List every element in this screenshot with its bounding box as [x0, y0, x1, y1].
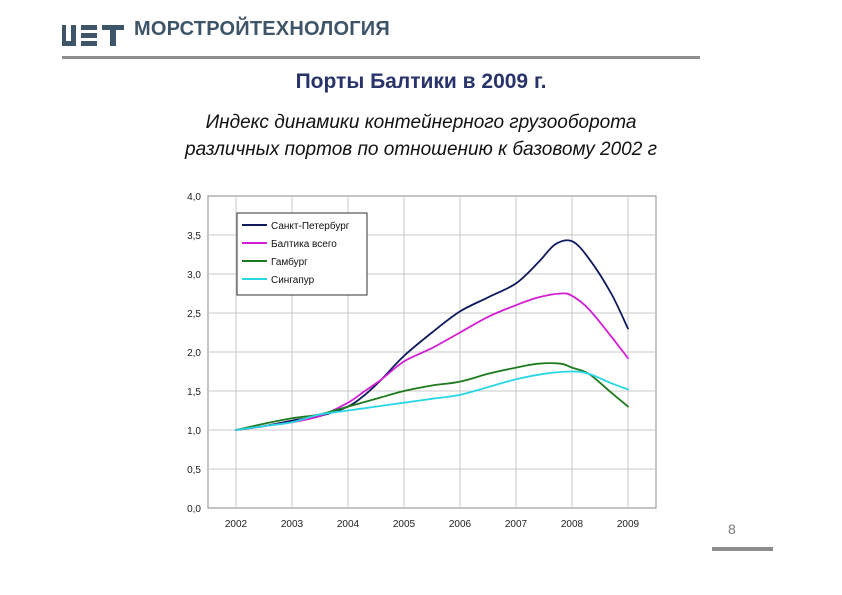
- slide-title: Порты Балтики в 2009 г.: [295, 70, 547, 93]
- chart-subtitle-line-1: Индекс динамики контейнерного грузооборота: [205, 112, 637, 133]
- x-tick-label: 2009: [616, 519, 640, 530]
- legend-label: Санкт-Петербург: [271, 221, 350, 232]
- line-chart: [150, 182, 675, 537]
- y-tick-label: 1,0: [187, 426, 201, 437]
- y-tick-label: 0,5: [187, 465, 201, 476]
- x-tick-label: 2004: [336, 519, 360, 530]
- company-name: МОРСТРОЙТЕХНОЛОГИЯ: [134, 18, 390, 40]
- x-tick-label: 2003: [280, 519, 304, 530]
- mst-logo-icon: [62, 22, 124, 46]
- x-tick-label: 2006: [448, 519, 472, 530]
- x-tick-label: 2007: [504, 519, 528, 530]
- y-tick-label: 2,5: [187, 309, 201, 320]
- page-number: 8: [728, 521, 736, 537]
- x-tick-label: 2008: [560, 519, 584, 530]
- footer-divider: [712, 547, 773, 551]
- header-divider: [62, 56, 700, 59]
- y-tick-label: 3,0: [187, 270, 201, 281]
- y-tick-label: 3,5: [187, 231, 201, 242]
- x-tick-label: 2005: [392, 519, 416, 530]
- legend-label: Гамбург: [271, 257, 308, 268]
- legend-label: Сингапур: [271, 275, 315, 286]
- legend-label: Балтика всего: [271, 239, 337, 250]
- y-tick-label: 4,0: [187, 192, 201, 203]
- x-tick-label: 2002: [224, 519, 248, 530]
- chart-subtitle-line-2: различных портов по отношению к базовому 2002 г: [185, 139, 657, 160]
- y-tick-label: 0,0: [187, 504, 201, 515]
- y-tick-label: 1,5: [187, 387, 201, 398]
- y-tick-label: 2,0: [187, 348, 201, 359]
